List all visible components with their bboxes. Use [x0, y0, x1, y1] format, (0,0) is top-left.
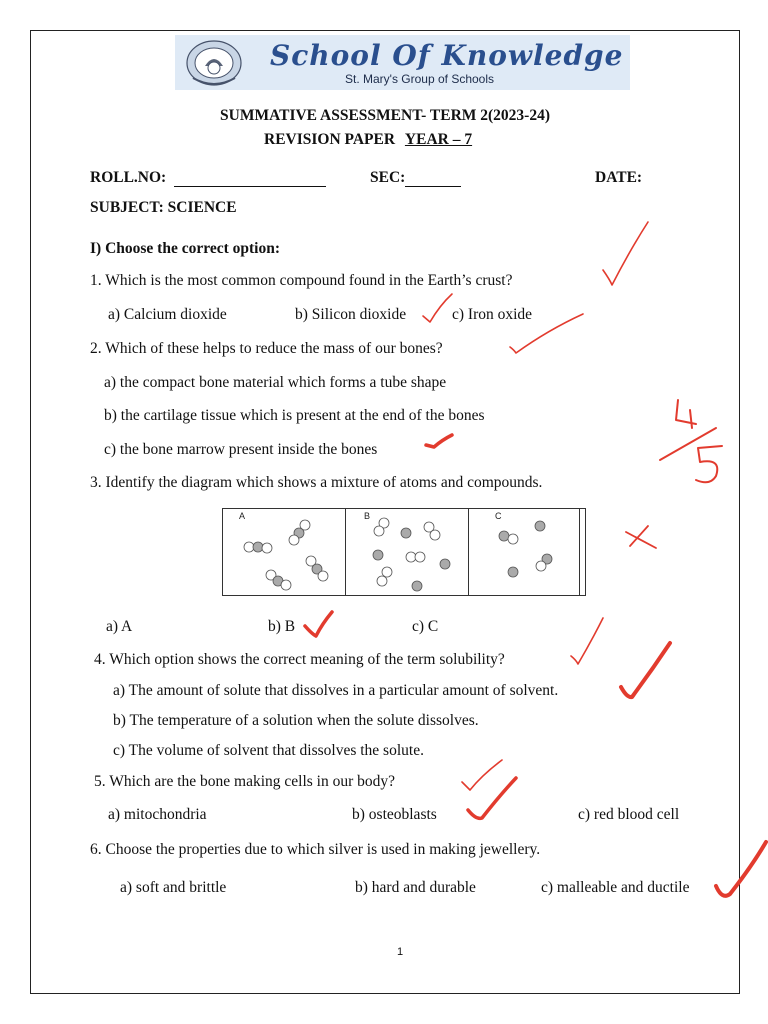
- question-3: 3. Identify the diagram which shows a mixture of atoms and compounds.: [90, 474, 543, 491]
- school-name: School Of Knowledge: [270, 39, 624, 72]
- question-1: 1. Which is the most common compound found in the Earth’s crust?: [90, 272, 513, 289]
- roll-label: ROLL.NO:: [90, 169, 167, 186]
- year-label: YEAR – 7: [404, 131, 473, 148]
- q2-option-a: a) the compact bone material which forms a tube shape: [104, 374, 447, 391]
- q5-option-c: c) red blood cell: [578, 806, 680, 823]
- diagram-label-b: B: [364, 511, 371, 521]
- page-number: 1: [397, 946, 404, 958]
- question-5: 5. Which are the bone making cells in our body?: [94, 773, 396, 790]
- sec-label: SEC:: [370, 169, 406, 186]
- roll-field: [90, 169, 326, 187]
- school-crest-icon: [183, 38, 245, 88]
- q2-option-b: b) the cartilage tissue which is present at the end of the bones: [104, 407, 485, 424]
- particle-diagram: [222, 508, 586, 596]
- q4-option-b: b) The temperature of a solution when the solute dissolves.: [113, 712, 479, 729]
- section-heading: I) Choose the correct option:: [90, 240, 280, 257]
- date-label: DATE:: [595, 169, 643, 186]
- q3-option-c: c) C: [412, 618, 439, 635]
- q1-option-b: b) Silicon dioxide: [295, 306, 407, 323]
- q6-option-c: c) malleable and ductile: [541, 879, 690, 896]
- diagram-label-c: C: [495, 511, 502, 521]
- school-group: St. Mary's Group of Schools: [345, 72, 495, 86]
- q2-option-c: c) the bone marrow present inside the bones: [104, 441, 378, 458]
- paper-title: REVISION PAPER: [264, 131, 396, 148]
- q3-option-a: a) A: [106, 618, 133, 635]
- q4-option-c: c) The volume of solvent that dissolves the solute.: [113, 742, 424, 759]
- paper-title-line: [264, 131, 472, 149]
- sec-field: [370, 169, 461, 187]
- question-2: 2. Which of these helps to reduce the mass of our bones?: [90, 340, 443, 357]
- q5-option-b: b) osteoblasts: [352, 806, 437, 823]
- particles-graphic: [223, 509, 585, 595]
- diagram-label-a: A: [239, 511, 246, 521]
- sec-blank[interactable]: [405, 172, 461, 187]
- q4-option-a: a) The amount of solute that dissolves in a particular amount of solvent.: [113, 682, 559, 699]
- q1-option-c: c) Iron oxide: [452, 306, 533, 323]
- q6-option-a: a) soft and brittle: [120, 879, 227, 896]
- q1-option-a: a) Calcium dioxide: [108, 306, 227, 323]
- roll-blank[interactable]: [174, 172, 326, 187]
- exam-title: SUMMATIVE ASSESSMENT- TERM 2(2023-24): [220, 107, 550, 124]
- subject-label: SUBJECT: SCIENCE: [90, 199, 237, 216]
- q3-option-b: b) B: [268, 618, 296, 635]
- q6-option-b: b) hard and durable: [355, 879, 476, 896]
- question-4: 4. Which option shows the correct meaning of the term solubility?: [94, 651, 505, 668]
- q5-option-a: a) mitochondria: [108, 806, 207, 823]
- question-6: 6. Choose the properties due to which silver is used in making jewellery.: [90, 841, 541, 858]
- school-logo-banner: [175, 35, 630, 90]
